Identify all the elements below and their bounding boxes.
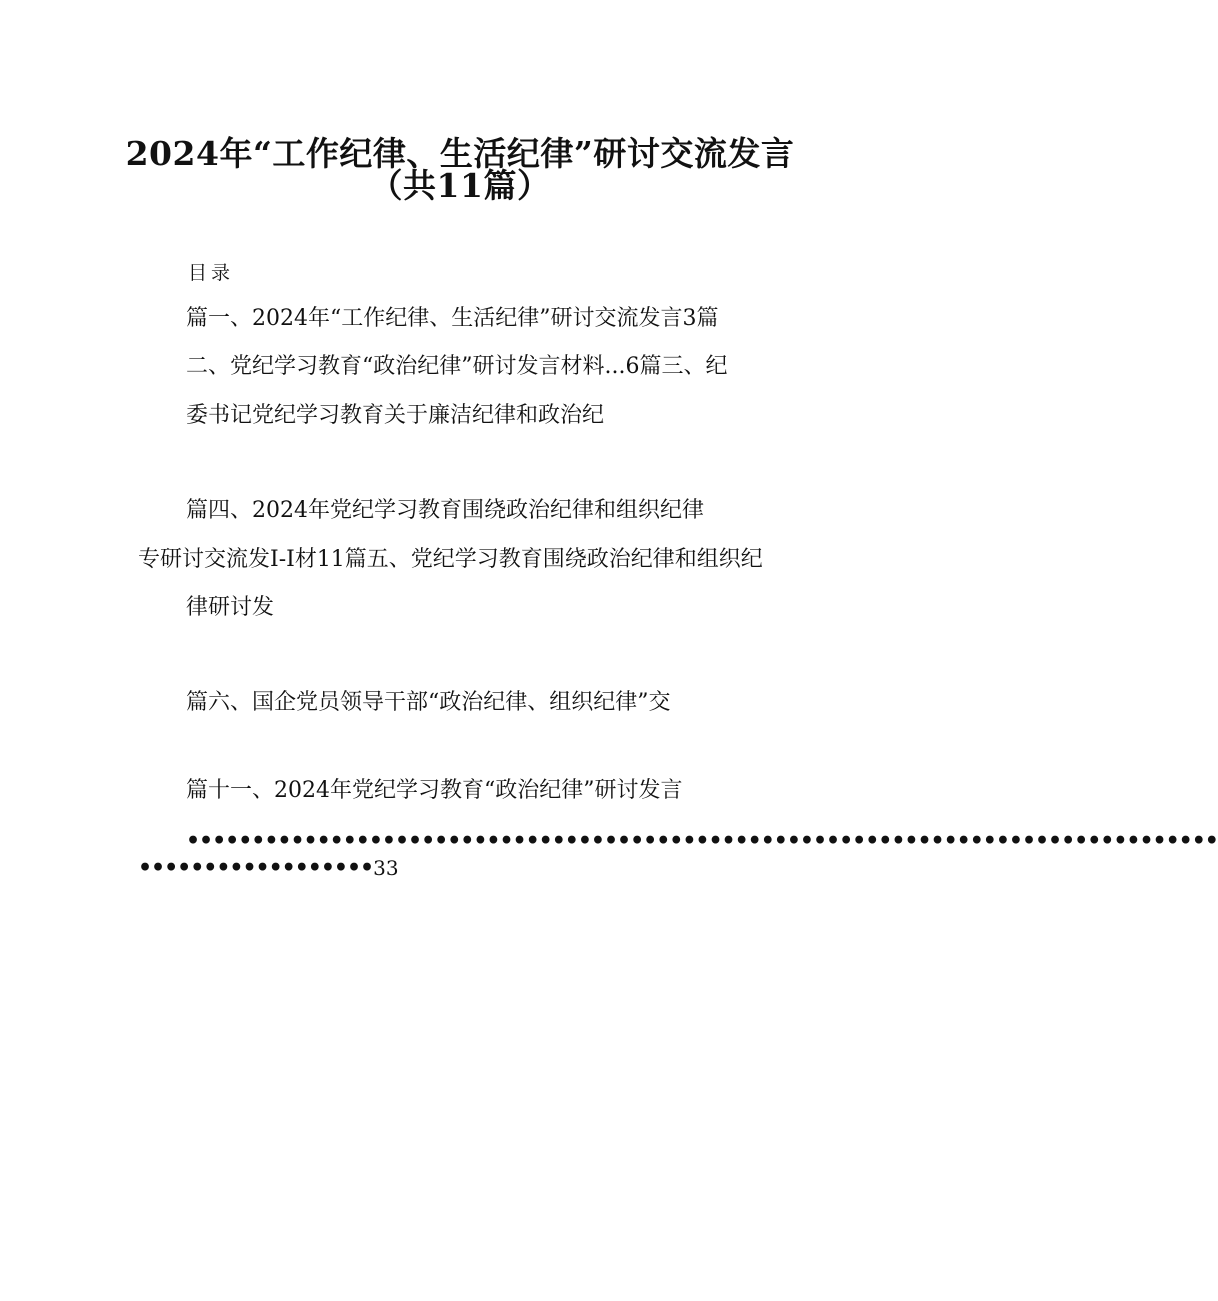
toc-entry: 专研讨交流发I-I材11篇五、党纪学习教育围绕政治纪律和组织纪 <box>138 547 763 572</box>
toc-entry: 律研讨发 <box>186 595 275 620</box>
page-number: 33 <box>373 856 399 880</box>
toc-entry: 二、党纪学习教育“政治纪律”研讨发言材料...6篇三、纪 <box>186 354 728 379</box>
leader-dots: ••••••••••••••••••••••••••••••••••••••••••••••••••••••••••••••••••••••••••••••• <box>186 828 1218 854</box>
leader-dots: •••••••••••••••••• <box>138 855 374 881</box>
toc-entry: 篇六、国企党员领导干部“政治纪律、组织纪律”交 <box>186 690 671 715</box>
toc-heading: 目录 <box>188 262 235 284</box>
toc-entry: 委书记党纪学习教育关于廉洁纪律和政治纪 <box>186 403 605 428</box>
toc-page-ref <box>138 857 399 879</box>
toc-entry: 篇四、2024年党纪学习教育围绕政治纪律和组织纪律 <box>186 498 704 523</box>
document-title: 2024年“工作纪律、生活纪律”研讨交流发言 <box>125 134 795 173</box>
toc-entry: 篇一、2024年“工作纪律、生活纪律”研讨交流发言3篇 <box>186 306 719 331</box>
toc-entry: 篇十一、2024年党纪学习教育“政治纪律”研讨发言 <box>186 778 683 803</box>
document-subtitle: （共11篇） <box>369 166 551 205</box>
